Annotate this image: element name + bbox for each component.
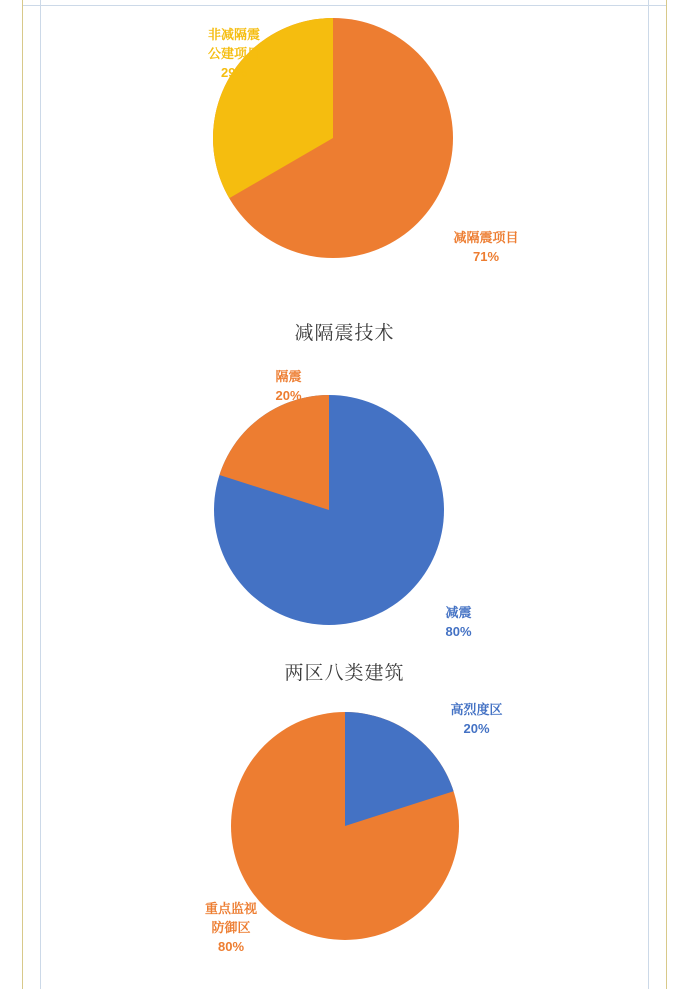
pie-chart-2 [41, 300, 648, 648]
pie-chart-1-plot [41, 0, 648, 300]
pie-1-label-1-value: 71% [472, 249, 500, 264]
page-frame-left-outer [22, 0, 23, 989]
pie-chart-3-plot [41, 685, 648, 975]
pie-chart-1 [41, 0, 648, 300]
pie-chart-3-title: 两区八类建筑 [284, 663, 405, 684]
page-frame-right-outer [666, 0, 667, 989]
pie-2-label-1-line1: 减震 [445, 605, 472, 620]
pie-3-label-1 [171, 899, 291, 956]
pie-1-label-1 [411, 228, 561, 266]
pie-3-label-2 [419, 700, 534, 738]
pie-3-label-1-line1: 重点监视 [204, 901, 257, 916]
pie-chart-3 [41, 648, 648, 978]
pie-3-label-2-line1: 高烈度区 [450, 702, 503, 717]
pie-3-label-1-line2: 防御区 [211, 920, 251, 935]
pie-2-label-1 [401, 603, 516, 641]
page-frame-right-inner [648, 0, 649, 989]
pie-1-label-1-line1: 减隔震项目 [453, 230, 519, 245]
pie-2-label-1-value: 80% [445, 624, 472, 639]
pie-chart-2-title: 减隔震技术 [294, 323, 395, 344]
pie-1-label-2-line2: 公建项目 [207, 46, 260, 61]
pie-2-label-2 [231, 367, 346, 405]
pie-1-label-2-value: 29% [220, 65, 248, 80]
pie-chart-2-plot [41, 345, 648, 655]
pie-3-label-2-value: 20% [463, 721, 490, 736]
pie-2-label-2-line1: 隔震 [275, 369, 302, 384]
pie-1-label-2-line1: 非减隔震 [207, 27, 260, 42]
page-content [41, 0, 648, 989]
pie-2-label-2-value: 20% [275, 388, 302, 403]
pie-3-label-1-value: 80% [217, 939, 245, 954]
pie-1-label-2 [169, 25, 299, 82]
